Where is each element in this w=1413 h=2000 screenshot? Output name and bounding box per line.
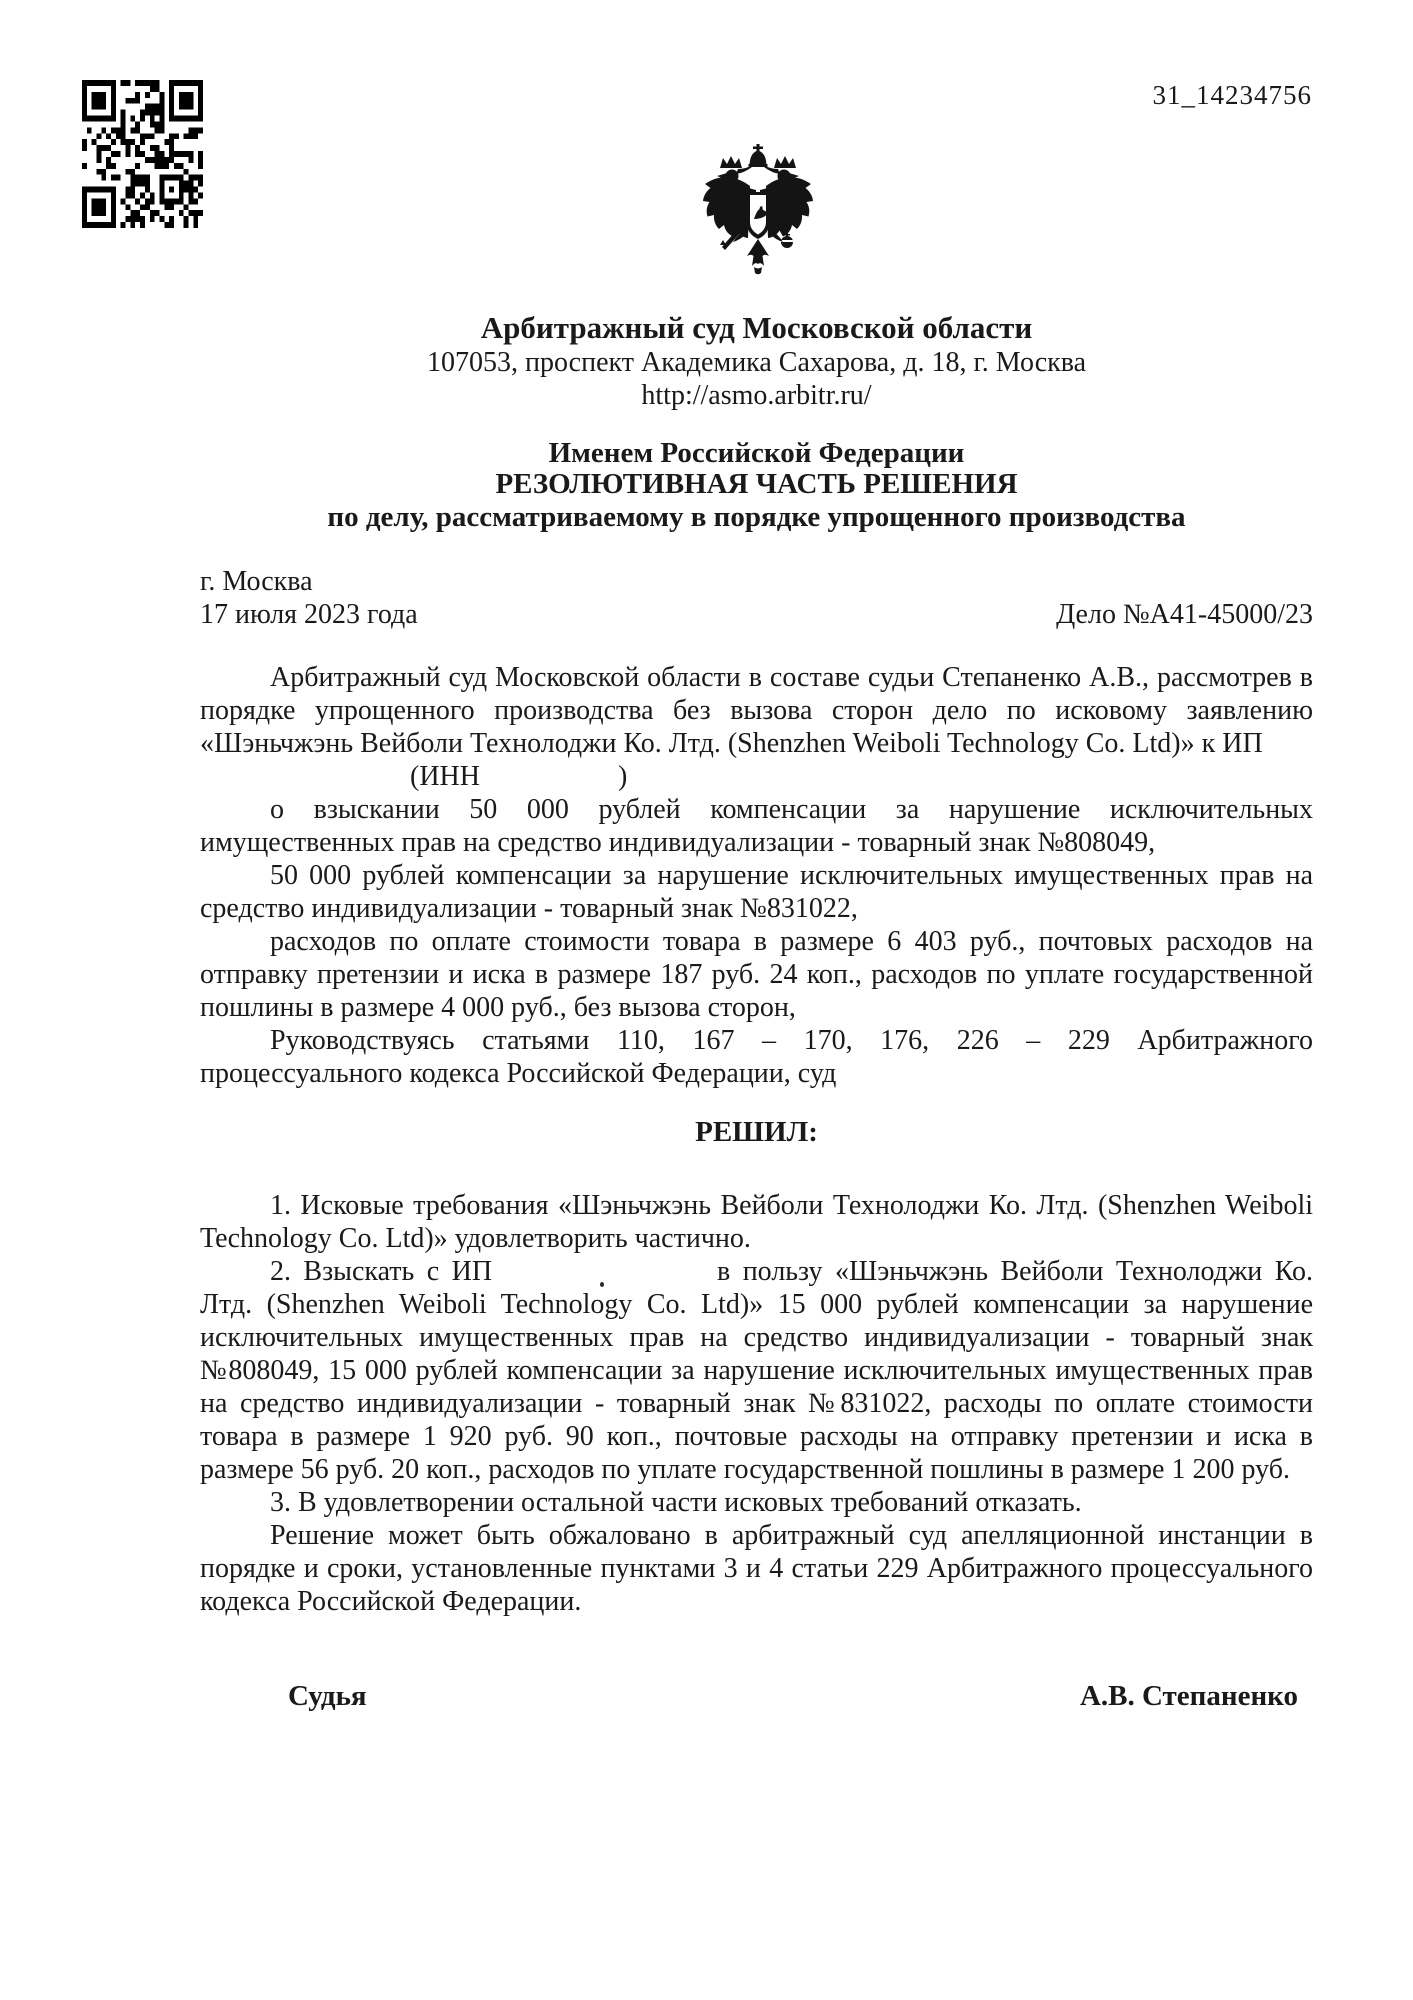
- item2-suffix: в пользу «Шэньчжэнь Вейболи Технолоджи Ко. Лтд. (Shenzhen Weiboli Technology Co. Ltd)» 15 000 рублей компенсации за нарушение исключительных имущественных прав на средство индивидуализации - товарный знак №808049, 15 000 рублей компенсации за нарушение исключительных имущественных прав на средство индивидуализации - товарный знак №831022, расходы по оплате стоимости товара в размере 1 920 руб. 90 коп., почтовые расходы на отправку претензии и иска в размере 56 руб. 20 коп., расходов по уплате государственной пошлины в размере 1 200 руб.: [200, 1256, 1314, 1485]
- resolution-item-1: 1. Исковые требования «Шэньчжэнь Вейболи Технолоджи Ко. Лтд. (Shenzhen Weiboli Technology Co. Ltd)» удовлетворить частично.: [200, 1190, 1313, 1254]
- preamble: [200, 661, 1313, 1090]
- body-paragraph: 50 000 рублей компенсации за нарушение исключительных имущественных прав на средство индивидуализации - товарный знак №831022,: [200, 860, 1313, 924]
- title-in-the-name-of: Именем Российской Федерации: [548, 437, 965, 469]
- body-paragraph: Арбитражный суд Московской области в составе судьи Степаненко А.В., рассмотрев в порядке упрощенного производства без вызова сторон дело по исковому заявлению «Шэньчжэнь Вейболи Технолоджи Ко. Лтд. (Shenzhen Weiboli Technology Co. Ltd)» к ИП: [200, 662, 1313, 759]
- body-paragraph: расходов по оплате стоимости товара в размере 6 403 руб., почтовых расходов на отправку претензии и иска в размере 187 руб. 24 коп., расходов по уплате государственной пошлины в размере 4 000 руб., без вызова сторон,: [200, 926, 1313, 1023]
- case-number: Дело №А41-45000/23: [1056, 599, 1313, 630]
- title-simplified-procedure: по делу, рассматриваемому в порядке упрощенного производства: [327, 501, 1186, 533]
- case-date: 17 июля 2023 года: [200, 599, 418, 630]
- court-url: http://asmo.arbitr.ru/: [641, 380, 872, 411]
- court-name: Арбитражный суд Московской области: [480, 310, 1033, 345]
- appeal-paragraph: Решение может быть обжаловано в арбитражный суд апелляционной инстанции в порядке и сроки, установленные пунктами 3 и 4 статьи 229 Арбитражного процессуального кодекса Российской Федерации.: [200, 1520, 1313, 1617]
- title-resolutive-part: РЕЗОЛЮТИВНАЯ ЧАСТЬ РЕШЕНИЯ: [495, 468, 1018, 500]
- item2-prefix: 2. Взыскать с ИП: [270, 1256, 493, 1287]
- body-paragraph: о взыскании 50 000 рублей компенсации за нарушение исключительных имущественных прав на средство индивидуализации - товарный знак №808049,: [200, 794, 1313, 858]
- inn-line: [410, 760, 1313, 793]
- judge-name: А.В. Степаненко: [1079, 1680, 1298, 1712]
- inn-close: ): [618, 761, 628, 792]
- document-number: 31_14234756: [1152, 80, 1312, 110]
- document-content: [0, 310, 1413, 1713]
- judge-label: Судья: [288, 1680, 367, 1712]
- resolution-item-3: 3. В удовлетворении остальной части исковых требований отказать.: [270, 1487, 1082, 1518]
- court-address: 107053, проспект Академика Сахарова, д. 18, г. Москва: [426, 347, 1087, 378]
- resolution-heading: РЕШИЛ:: [695, 1116, 818, 1148]
- russia-coat-of-arms-icon: [698, 144, 818, 278]
- signature-row: [200, 1680, 1313, 1713]
- document-title: [200, 438, 1313, 535]
- body-paragraph: Руководствуясь статьями 110, 167 – 170, 176, 226 – 229 Арбитражного процессуального кодекса Российской Федерации, суд: [200, 1025, 1313, 1089]
- resolution-items: [200, 1189, 1313, 1618]
- case-city: г. Москва: [200, 566, 313, 597]
- inn-open: (ИНН: [410, 761, 480, 792]
- page-top-area: [0, 0, 1413, 310]
- qr-code-icon: [82, 80, 203, 228]
- case-info: [200, 565, 1313, 631]
- court-header: [200, 310, 1313, 412]
- resolution-item-2: [200, 1255, 1313, 1486]
